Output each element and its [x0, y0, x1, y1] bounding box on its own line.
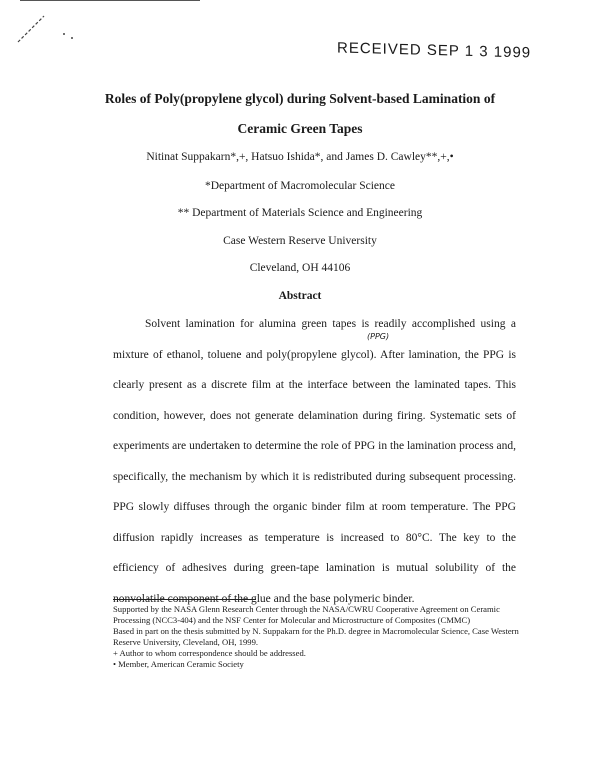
handwritten-annotation: (PPG) [367, 332, 390, 341]
affiliation-city: Cleveland, OH 44106 [249, 262, 351, 274]
footnote-divider [113, 599, 256, 600]
abstract-body [113, 309, 516, 614]
footnote-thesis: Based in part on the thesis submitted by N. Suppakarn for the Ph.D. degree in Macromolecular Science, Case Western Reserve University, Cleveland, OH, 1999. [113, 626, 519, 647]
scan-artifact-line [20, 0, 200, 2]
footnote-membership: • Member, American Ceramic Society [113, 659, 244, 669]
authors: Nitinat Suppakarn*,+, Hatsuo Ishida*, and James D. Cawley**,+,• [146, 151, 454, 163]
footnote-funding: Supported by the NASA Glenn Research Center through the NASA/CWRU Cooperative Agreement on Ceramic Processing (NCC3-404) and the NSF Center for Molecular and Microstructure of Composites (CMMC) [113, 604, 500, 625]
scan-artifact-mark [14, 8, 84, 48]
received-stamp: RECEIVED SEP 1 3 1999 [337, 39, 532, 62]
footnote-correspondence: + Author to whom correspondence should be addressed. [113, 648, 306, 658]
abstract-heading: Abstract [278, 290, 322, 302]
affiliation-macromolecular: *Department of Macromolecular Science [205, 180, 395, 192]
abstract-paragraph: Solvent lamination for alumina green tapes is readily accomplished using a mixture of ethanol, toluene and poly(propylene glycol). After lamination, the PPG is clearly present as a discrete film at the interface between the laminated tapes. This condition, however, does not generate delamination during firing. Systematic sets of experiments are undertaken to determine the role of PPG in the lamination process and, specifically, the mechanism by which it is redistributed during subsequent processing. PPG slowly diffuses through the organic binder film at room temperature. The PPG diffusion rapidly increases as temperature is increased to 80°C. The key to the efficiency of adhesives during green-tape lamination is mutual solubility of the nonvolatile component of the glue and the base polymeric binder. [113, 318, 516, 605]
affiliation-university: Case Western Reserve University [223, 235, 377, 247]
paper-title-line2: Ceramic Green Tapes [237, 121, 363, 136]
footnotes [113, 604, 533, 670]
affiliation-materials: ** Department of Materials Science and Engineering [177, 207, 423, 219]
paper-title-line1: Roles of Poly(propylene glycol) during Solvent-based Lamination of [104, 91, 496, 106]
